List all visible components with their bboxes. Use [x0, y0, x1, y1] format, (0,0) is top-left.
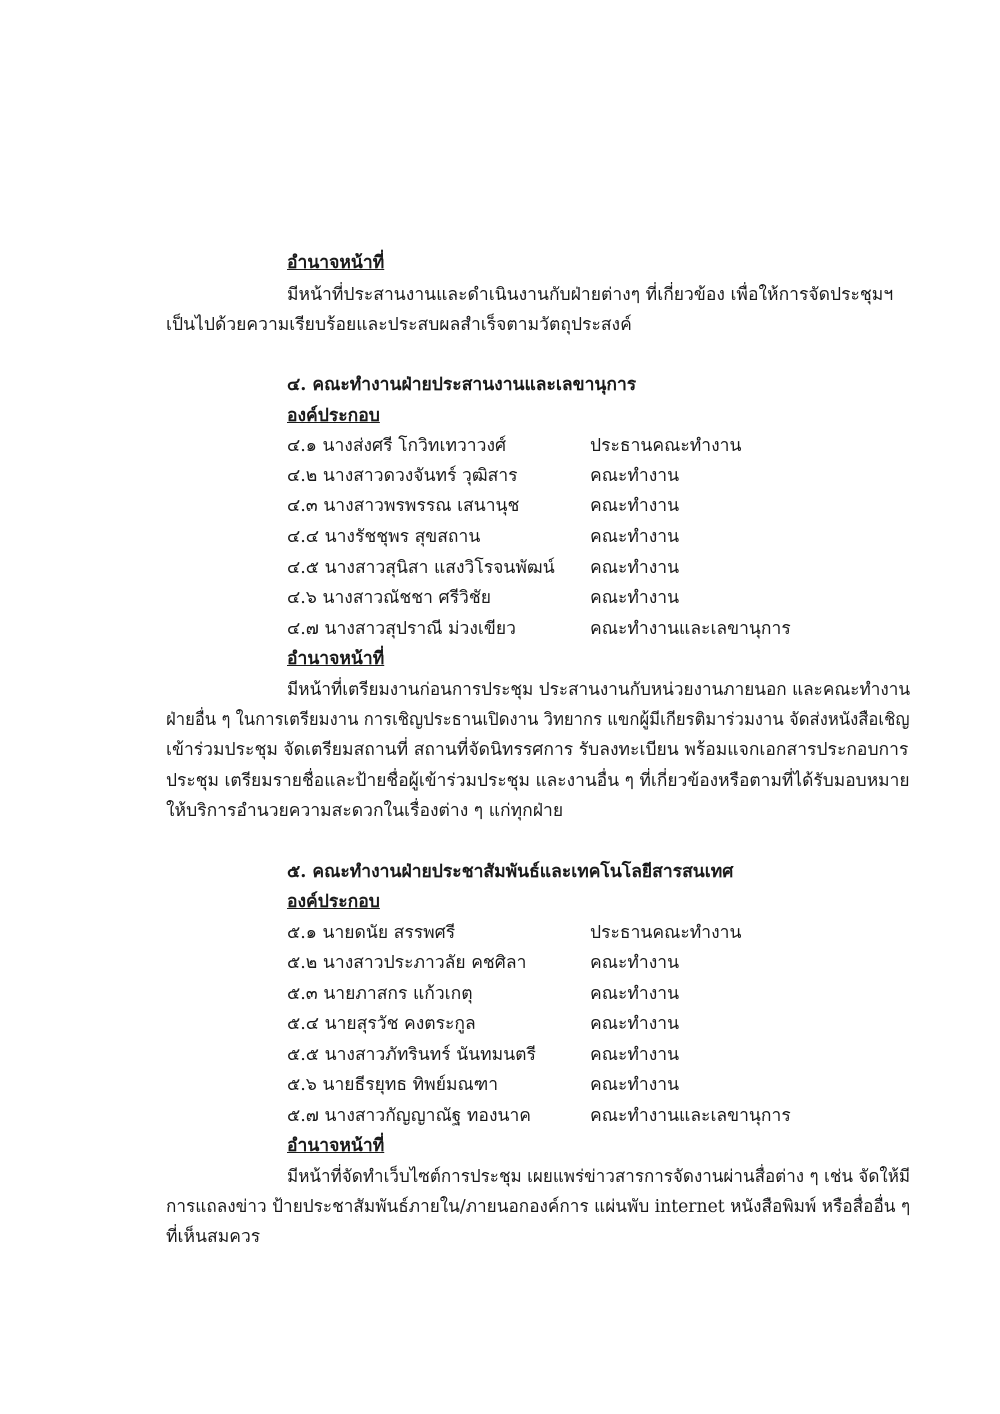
section4-duty-line-4: ประชุม เตรียมรายชื่อและป้ายชื่อผู้เข้าร่วมประชุม และงานอื่น ๆ ที่เกี่ยวข้องหรือตามที่ได้รับมอบหมาย — [166, 771, 910, 791]
section5-title: ๕. คณะทำงานฝ่ายประชาสัมพันธ์และเทคโนโลยีสารสนเทศ — [287, 862, 734, 882]
section4-duty-heading: อำนาจหน้าที่ — [287, 649, 385, 669]
member-name: ๕.๗ นางสาวกัญญาณัฐ ทองนาค — [287, 1106, 531, 1126]
member-name: ๔.๑ นางส่งศรี โกวิทเทวาวงศ์ — [287, 436, 507, 456]
member-name: ๕.๔ นายสุรวัช คงตระกูล — [287, 1014, 476, 1034]
section4-member-row — [287, 491, 907, 521]
section4-duty-line-3: เข้าร่วมประชุม จัดเตรียมสถานที่ สถานที่จัดนิทรรศการ รับลงทะเบียน พร้อมแจกเอกสารประกอบการ — [166, 740, 909, 760]
section5-duty-line-2: การแถลงข่าว ป้ายประชาสัมพันธ์ภายใน/ภายนอกองค์การ แผ่นพับ internet หนังสือพิมพ์ หรือสื่ออื่น ๆ — [166, 1197, 911, 1217]
member-role: คณะทำงานและเลขานุการ — [590, 1106, 791, 1126]
member-role: คณะทำงาน — [590, 558, 680, 578]
section5-duty-heading: อำนาจหน้าที่ — [287, 1136, 385, 1156]
member-role: คณะทำงานและเลขานุการ — [590, 619, 791, 639]
member-name: ๕.๖ นายธีรยุทธ ทิพย์มณฑา — [287, 1075, 499, 1095]
section3-duty-line-1: มีหน้าที่ประสานงานและดำเนินงานกับฝ่ายต่างๆ ที่เกี่ยวข้อง เพื่อให้การจัดประชุมฯ — [287, 285, 894, 305]
section5-duty-line-3: ที่เห็นสมควร — [166, 1227, 261, 1247]
section4-duty-line-5: ให้บริการอำนวยความสะดวกในเรื่องต่าง ๆ แก่ทุกฝ่าย — [166, 801, 564, 821]
section5-member-row — [287, 948, 907, 978]
member-name: ๕.๒ นางสาวประภาวลัย คชศิลา — [287, 953, 527, 973]
member-role: คณะทำงาน — [590, 527, 680, 547]
section4-member-row — [287, 431, 907, 461]
member-role: ประธานคณะทำงาน — [590, 436, 742, 456]
member-name: ๔.๒ นางสาวดวงจันทร์ วุฒิสาร — [287, 466, 518, 486]
section5-member-row — [287, 1101, 907, 1131]
member-name: ๔.๕ นางสาวสุนิสา แสงวิโรจนพัฒน์ — [287, 558, 555, 578]
member-name: ๔.๖ นางสาวณัชชา ศรีวิชัย — [287, 588, 491, 608]
section4-duty-line-1: มีหน้าที่เตรียมงานก่อนการประชุม ประสานงานกับหน่วยงานภายนอก และคณะทำงาน — [287, 680, 911, 700]
section4-member-row — [287, 614, 907, 644]
section4-composition-heading: องค์ประกอบ — [287, 406, 380, 426]
section5-member-row — [287, 1040, 907, 1070]
section5-duty-line-1: มีหน้าที่จัดทำเว็บไซต์การประชุม เผยแพร่ข่าวสารการจัดงานผ่านสื่อต่าง ๆ เช่น จัดให้มี — [287, 1167, 911, 1187]
member-role: คณะทำงาน — [590, 1075, 680, 1095]
section5-member-row — [287, 979, 907, 1009]
member-name: ๔.๗ นางสาวสุปราณี ม่วงเขียว — [287, 619, 516, 639]
section5-member-row — [287, 1009, 907, 1039]
section4-duty-line-2: ฝ่ายอื่น ๆ ในการเตรียมงาน การเชิญประธานเปิดงาน วิทยากร แขกผู้มีเกียรติมาร่วมงาน จัดส่งหนังสือเชิญ — [166, 710, 910, 730]
member-role: คณะทำงาน — [590, 1014, 680, 1034]
section4-member-row — [287, 583, 907, 613]
member-role: คณะทำงาน — [590, 953, 680, 973]
section4-member-row — [287, 522, 907, 552]
member-role: ประธานคณะทำงาน — [590, 923, 742, 943]
member-name: ๕.๑ นายดนัย สรรพศรี — [287, 923, 456, 943]
member-name: ๕.๕ นางสาวภัทรินทร์ นันทมนตรี — [287, 1045, 536, 1065]
member-role: คณะทำงาน — [590, 588, 680, 608]
member-name: ๔.๔ นางรัชชุพร สุขสถาน — [287, 527, 481, 547]
member-role: คณะทำงาน — [590, 496, 680, 516]
member-role: คณะทำงาน — [590, 984, 680, 1004]
section5-member-row — [287, 1070, 907, 1100]
section4-member-row — [287, 461, 907, 491]
section4-title: ๔. คณะทำงานฝ่ายประสานงานและเลขานุการ — [287, 375, 637, 395]
member-role: คณะทำงาน — [590, 466, 680, 486]
section5-composition-heading: องค์ประกอบ — [287, 892, 380, 912]
member-name: ๕.๓ นายภาสกร แก้วเกตุ — [287, 984, 473, 1004]
section4-member-row — [287, 553, 907, 583]
member-name: ๔.๓ นางสาวพรพรรณ เสนานุช — [287, 496, 520, 516]
section5-member-row — [287, 918, 907, 948]
section3-duty-heading: อำนาจหน้าที่ — [287, 253, 385, 273]
member-role: คณะทำงาน — [590, 1045, 680, 1065]
section3-duty-line-2: เป็นไปด้วยความเรียบร้อยและประสบผลสำเร็จตามวัตถุประสงค์ — [166, 315, 632, 335]
